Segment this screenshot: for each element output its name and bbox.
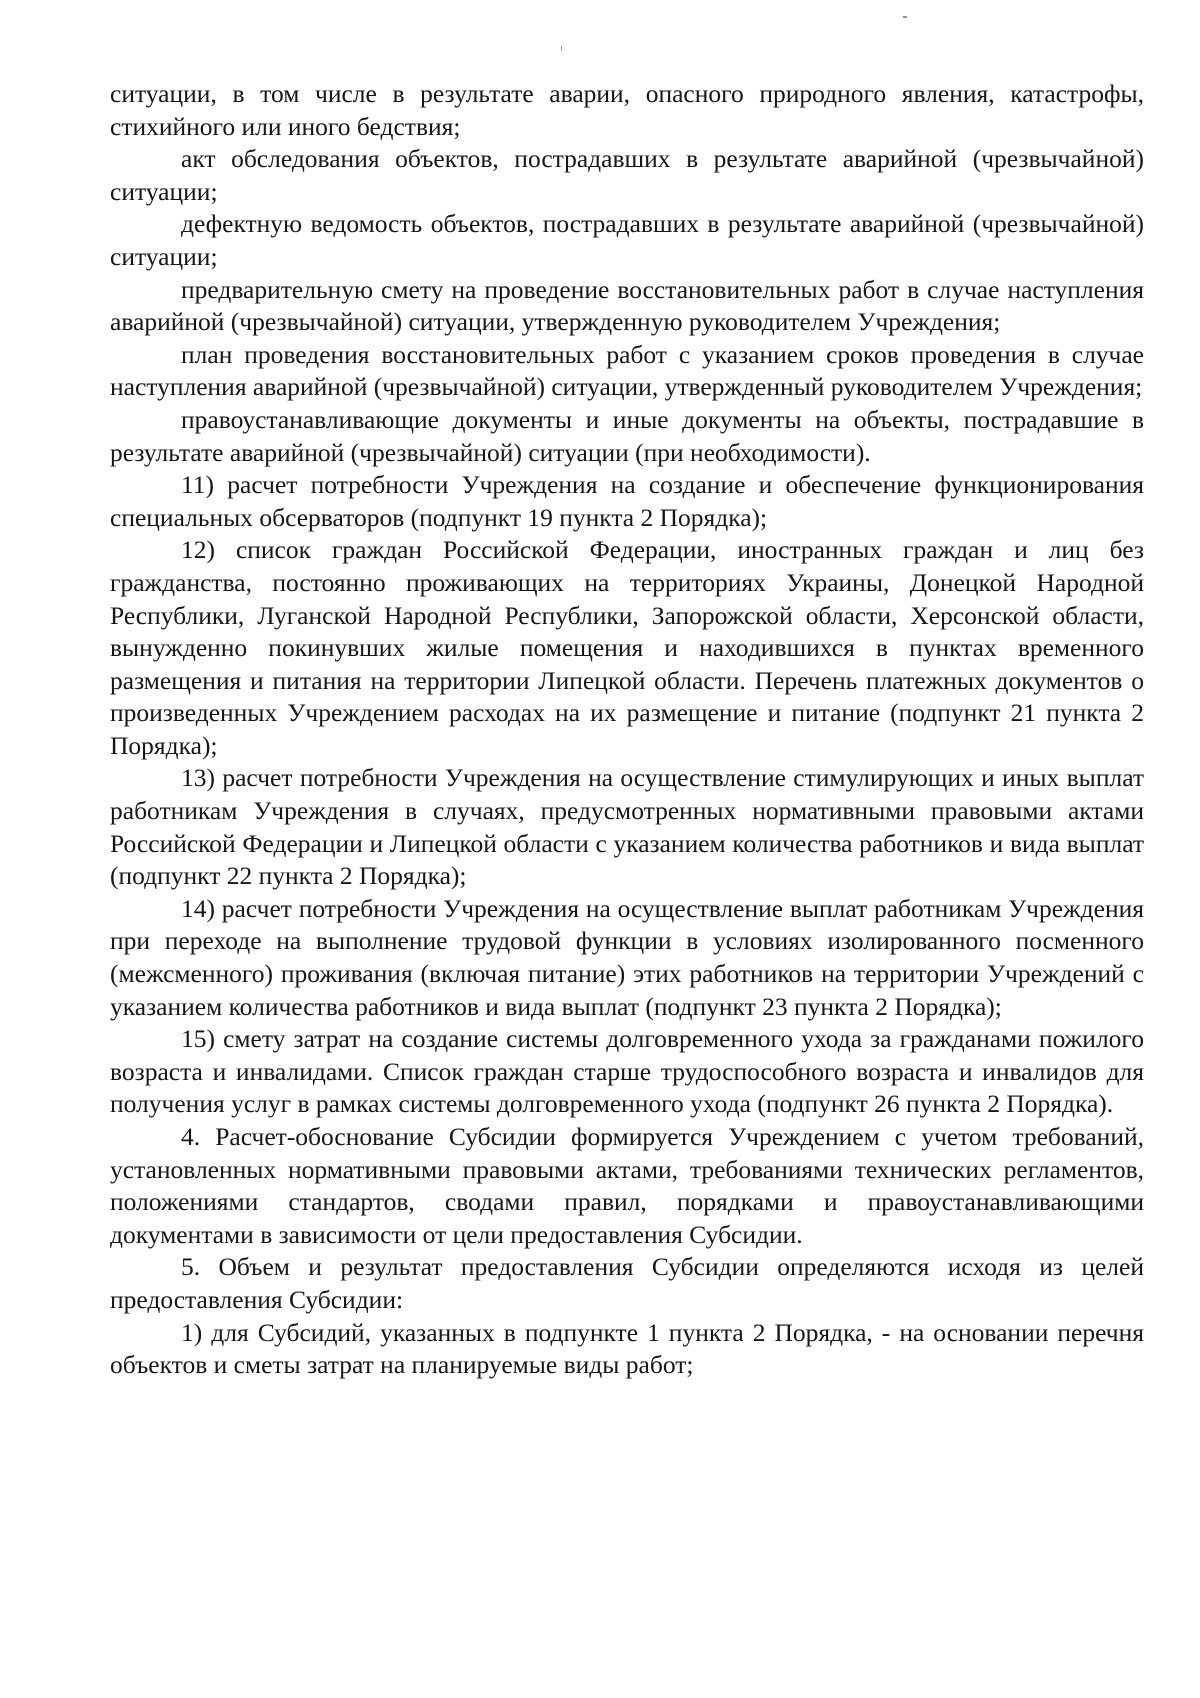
paragraph-item-14: 14) расчет потребности Учреждения на осуществление выплат работникам Учреждения при переходе на выполнение трудовой функции в условиях изолированного посменного (межсменного) проживания (включая питание) этих работников на территории Учреждений с указанием количества работников и вида выплат (подпункт 23 пункта 2 Порядка); xyxy=(110,893,1144,1021)
paragraph-section-4: 4. Расчет-обоснование Субсидии формируется Учреждением с учетом требований, установленных нормативными правовыми актами, требованиями технических регламентов, положениями стандартов, сводами правил, порядками и правоустанавливающими документами в зависимости от цели предоставления Субсидии. xyxy=(110,1122,1144,1249)
paragraph-item-11: 11) расчет потребности Учреждения на создание и обеспечение функционирования специальных обсерваторов (подпункт 19 пункта 2 Порядка); xyxy=(110,470,1144,532)
paragraph-preliminary-estimate: предварительную смету на проведение восстановительных работ в случае наступления аварийной (чрезвычайной) ситуации, утвержденную руководителем Учреждения; xyxy=(110,274,1144,337)
paragraph-defect-list: дефектную ведомость объектов, пострадавших в результате аварийной (чрезвычайной) ситуации; xyxy=(110,209,1144,271)
scan-mark xyxy=(903,16,907,18)
scan-mark xyxy=(561,46,562,51)
paragraph-section-5: 5. Объем и результат предоставления Субсидии определяются исходя из целей предоставления Субсидии: xyxy=(110,1252,1144,1314)
paragraph-continuation: ситуации, в том числе в результате аварии, опасного природного явления, катастрофы, стихийного или иного бедствия; xyxy=(110,79,1144,141)
paragraph-restoration-plan: план проведения восстановительных работ с указанием сроков проведения в случае наступления аварийной (чрезвычайной) ситуации, утвержденный руководителем Учреждения; xyxy=(110,339,1144,402)
paragraph-item-15: 15) смету затрат на создание системы долговременного ухода за гражданами пожилого возраста и инвалидами. Список граждан старше трудоспособного возраста и инвалидов для получения услуг в рамках системы долговременного ухода (подпункт 26 пункта 2 Порядка). xyxy=(110,1024,1144,1119)
paragraph-item-12: 12) список граждан Российской Федерации, иностранных граждан и лиц без гражданства, постоянно проживающих на территориях Украины, Донецкой Народной Республики, Луганской Народной Республики, Запорожской области, Херсонской области, вынужденно покинувших жилые помещения и находившихся в пунктах временного размещения и питания на территории Липецкой области. Перечень платежных документов о произведенных Учреждением расходах на их размещение и питание (подпункт 21 пункта 2 Порядка); xyxy=(110,535,1144,760)
paragraph-section-5-item-1: 1) для Субсидий, указанных в подпункте 1 пункта 2 Порядка, - на основании перечня объектов и сметы затрат на планируемые виды работ; xyxy=(110,1317,1144,1380)
paragraph-title-documents: правоустанавливающие документы и иные документы на объекты, пострадавшие в результате аварийной (чрезвычайной) ситуации (при необходимости). xyxy=(110,404,1144,467)
document-page xyxy=(110,78,1144,1382)
paragraph-item-13: 13) расчет потребности Учреждения на осуществление стимулирующих и иных выплат работникам Учреждения в случаях, предусмотренных нормативными правовыми актами Российской Федерации и Липецкой области с указанием количества работников и вида выплат (подпункт 22 пункта 2 Порядка); xyxy=(110,763,1144,891)
paragraph-inspection-act: акт обследования объектов, пострадавших в результате аварийной (чрезвычайной) ситуации; xyxy=(110,144,1144,206)
